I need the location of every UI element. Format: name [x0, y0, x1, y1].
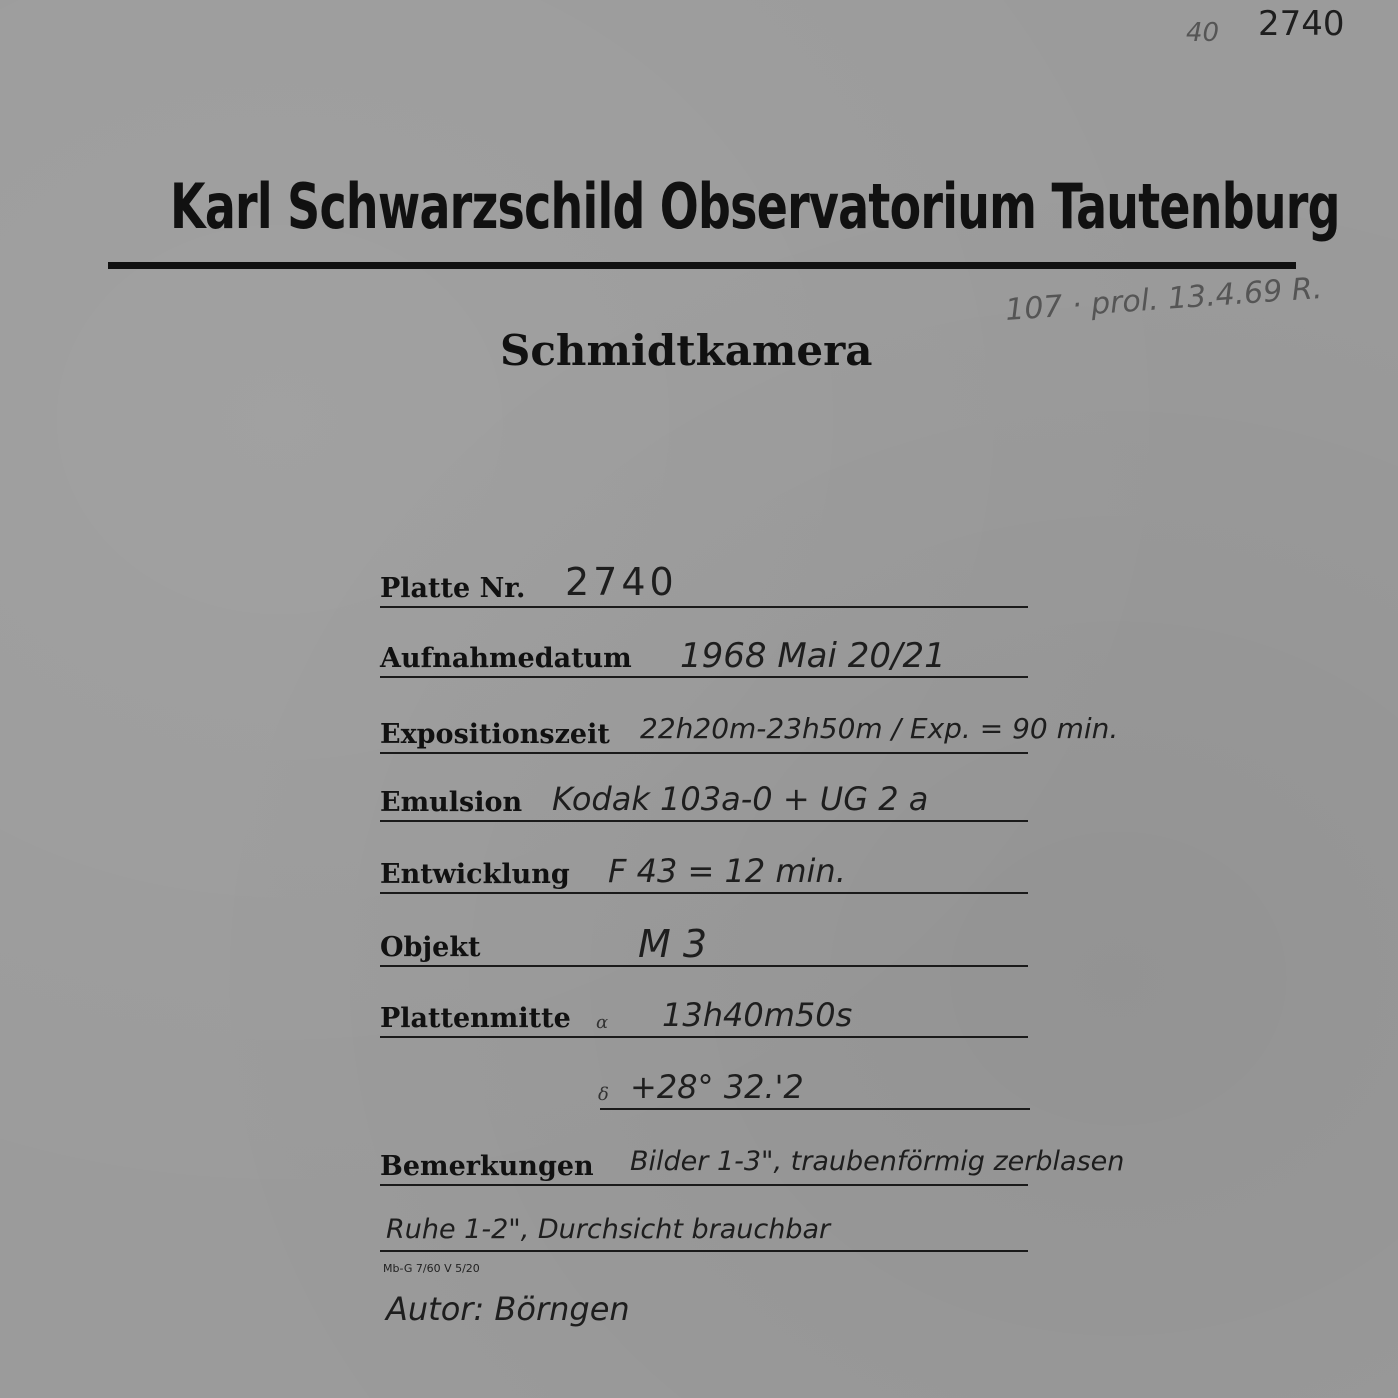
- pencil-annotation: 107 · prol. 13.4.69 R.: [1004, 270, 1324, 329]
- label-expositionszeit: Expositionszeit: [380, 719, 610, 750]
- label-objekt: Objekt: [380, 932, 481, 963]
- row-platte-nr: [380, 566, 1028, 608]
- value-plattenmitte-alpha: 13h40m50s: [662, 996, 853, 1034]
- observatory-title: Karl Schwarzschild Observatorium Tautenburg: [170, 170, 1340, 243]
- label-aufnahmedatum: Aufnahmedatum: [380, 643, 632, 674]
- value-platte-nr: 2740: [565, 560, 678, 604]
- value-objekt: M 3: [638, 922, 708, 966]
- card-subtitle: Schmidtkamera: [500, 326, 873, 375]
- header-divider: [108, 262, 1296, 269]
- value-bemerkungen-line1: Bilder 1-3", traubenförmig zerblasen: [630, 1146, 1125, 1177]
- value-bemerkungen-line2: Ruhe 1-2", Durchsicht brauchbar: [386, 1214, 831, 1245]
- label-emulsion: Emulsion: [380, 787, 523, 818]
- corner-plate-number: 2740: [1258, 4, 1345, 44]
- label-bemerkungen: Bemerkungen: [380, 1151, 594, 1182]
- value-aufnahmedatum: 1968 Mai 20/21: [680, 636, 946, 676]
- value-entwicklung: F 43 = 12 min.: [608, 852, 846, 890]
- value-emulsion: Kodak 103a-0 + UG 2 a: [552, 780, 929, 818]
- author-note: Autor: Börngen: [386, 1290, 630, 1328]
- value-expositionszeit: 22h20m-23h50m / Exp. = 90 min.: [640, 712, 1119, 745]
- form-print-code: Mb-G 7/60 V 5/20: [383, 1262, 480, 1275]
- corner-small-note: 40: [1186, 18, 1220, 48]
- label-entwicklung: Entwicklung: [380, 859, 570, 890]
- value-plattenmitte-delta: +28° 32.'2: [630, 1068, 804, 1106]
- label-platte-nr: Platte Nr.: [380, 573, 526, 604]
- label-plattenmitte: Plattenmitte: [380, 1003, 571, 1034]
- delta-symbol: δ: [598, 1084, 609, 1105]
- alpha-symbol: α: [596, 1012, 609, 1033]
